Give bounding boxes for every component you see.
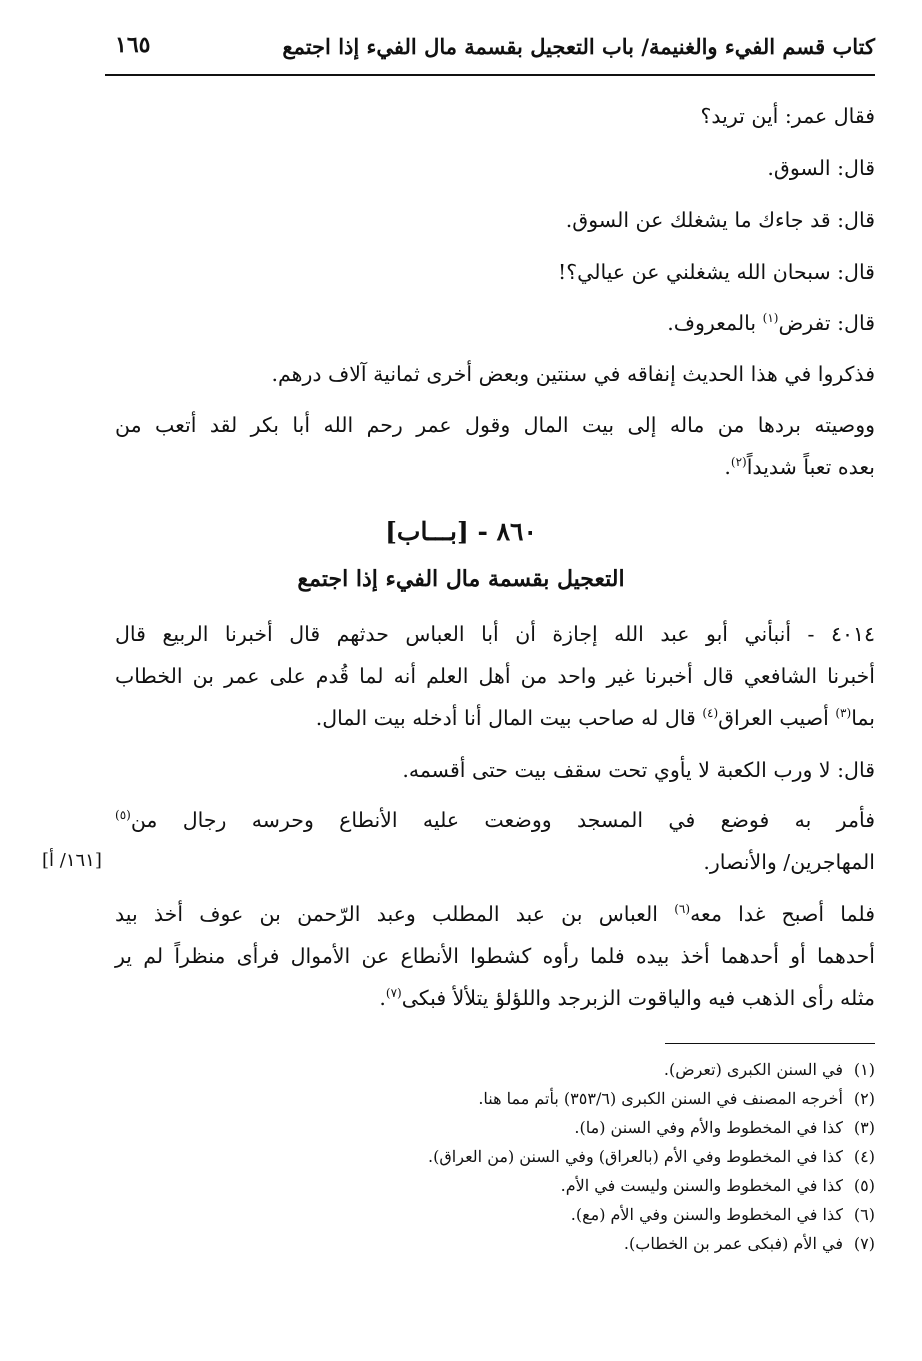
- footnote: (٣)كذا في المخطوط والأم وفي السنن (ما).: [574, 1118, 875, 1137]
- footnote: (٧)في الأم (فبكى عمر بن الخطاب).: [623, 1234, 875, 1253]
- running-header: [115, 28, 875, 72]
- text-line: فذكروا في هذا الحديث إنفاقه في سنتين وبعض أخرى ثمانية آلاف درهم.: [271, 362, 875, 386]
- footnote-marker: (٧): [385, 986, 402, 1001]
- text-line: قال: قد جاءك ما يشغلك عن السوق.: [565, 208, 875, 232]
- footnote-marker: (٢): [730, 455, 747, 470]
- section-number: ٨٦٠ - [بـــاب]: [385, 517, 537, 546]
- manuscript-folio-marker: [١٦١/ أ]: [42, 850, 102, 871]
- text-line: قال: السوق.: [767, 156, 875, 180]
- footnote: (٤)كذا في المخطوط وفي الأم (بالعراق) وفي السنن (من العراق).: [428, 1147, 875, 1166]
- text-line: فقال عمر: أين تريد؟: [700, 104, 875, 128]
- footnote-marker: (٣): [835, 706, 852, 721]
- footnote-divider: [665, 1043, 875, 1044]
- text-line: قال: لا ورب الكعبة لا يأوي تحت سقف بيت حتى أقسمه.: [402, 758, 875, 782]
- text-line: ووصيته بردها من ماله إلى بيت المال وقول عمر رحم الله أبا بكر لقد أتعب من: [115, 413, 875, 437]
- text-line: أخبرنا الشافعي قال أخبرنا غير واحد من أهل العلم أنه لما قُدم على عمر بن الخطاب: [115, 664, 875, 688]
- footnote: (١)في السنن الكبرى (تعرض).: [663, 1060, 875, 1079]
- text-line: المهاجرين/ والأنصار.: [703, 850, 875, 874]
- header-title: كتاب قسم الفيء والغنيمة/ باب التعجيل بقسمة مال الفيء إذا اجتمع: [282, 34, 875, 59]
- footnote-marker: (٥): [115, 808, 131, 823]
- text-line: بما$^{(٣)}$ أصيب العراق$^{(٤)}$ قال له صاحب بيت المال أنا أدخله بيت المال.: [315, 706, 875, 730]
- footnote-marker: (٦): [674, 902, 691, 917]
- section-title: التعجيل بقسمة مال الفيء إذا اجتمع: [297, 566, 625, 592]
- text-line: فأمر به فوضع في المسجد ووضعت عليه الأنطاع وحرسه رجال من$^{(٥)}$: [115, 808, 875, 832]
- text-line: قال: تفرض$^{(١)}$ بالمعروف.: [667, 311, 875, 335]
- footnote: (٢)أخرجه المصنف في السنن الكبرى (٣٥٣/٦) بأتم مما هنا.: [478, 1089, 875, 1108]
- text-line: أحدهما أو أحدهما أخذ بيده فلما رأوه كشطوا الأنطاع عن الأموال فرأى منظراً لم ير: [115, 944, 875, 968]
- page-number: ١٦٥: [115, 32, 151, 58]
- footnote-marker: (٤): [702, 706, 719, 721]
- text-line: مثله رأى الذهب فيه والياقوت الزبرجد واللؤلؤ يتلألأ فبكى$^{(٧)}$.: [379, 986, 875, 1010]
- footnote: (٦)كذا في المخطوط والسنن وفي الأم (مع).: [570, 1205, 875, 1224]
- footnote-marker: (١): [762, 311, 779, 326]
- text-line: فلما أصبح غدا معه$^{(٦)}$ العباس بن عبد المطلب وعبد الرّحمن بن عوف أخذ بيد: [115, 902, 875, 926]
- footnote: (٥)كذا في المخطوط والسنن وليست في الأم.: [560, 1176, 875, 1195]
- text-line: قال: سبحان الله يشغلني عن عيالي؟!: [558, 260, 875, 284]
- text-line: ٤٠١٤ - أنبأني أبو عبد الله إجازة أن أبا العباس حدثهم قال أخبرنا الربيع قال: [115, 622, 875, 646]
- header-divider: [105, 74, 875, 76]
- text-line: بعده تعباً شديداً$^{(٢)}$.: [724, 455, 875, 479]
